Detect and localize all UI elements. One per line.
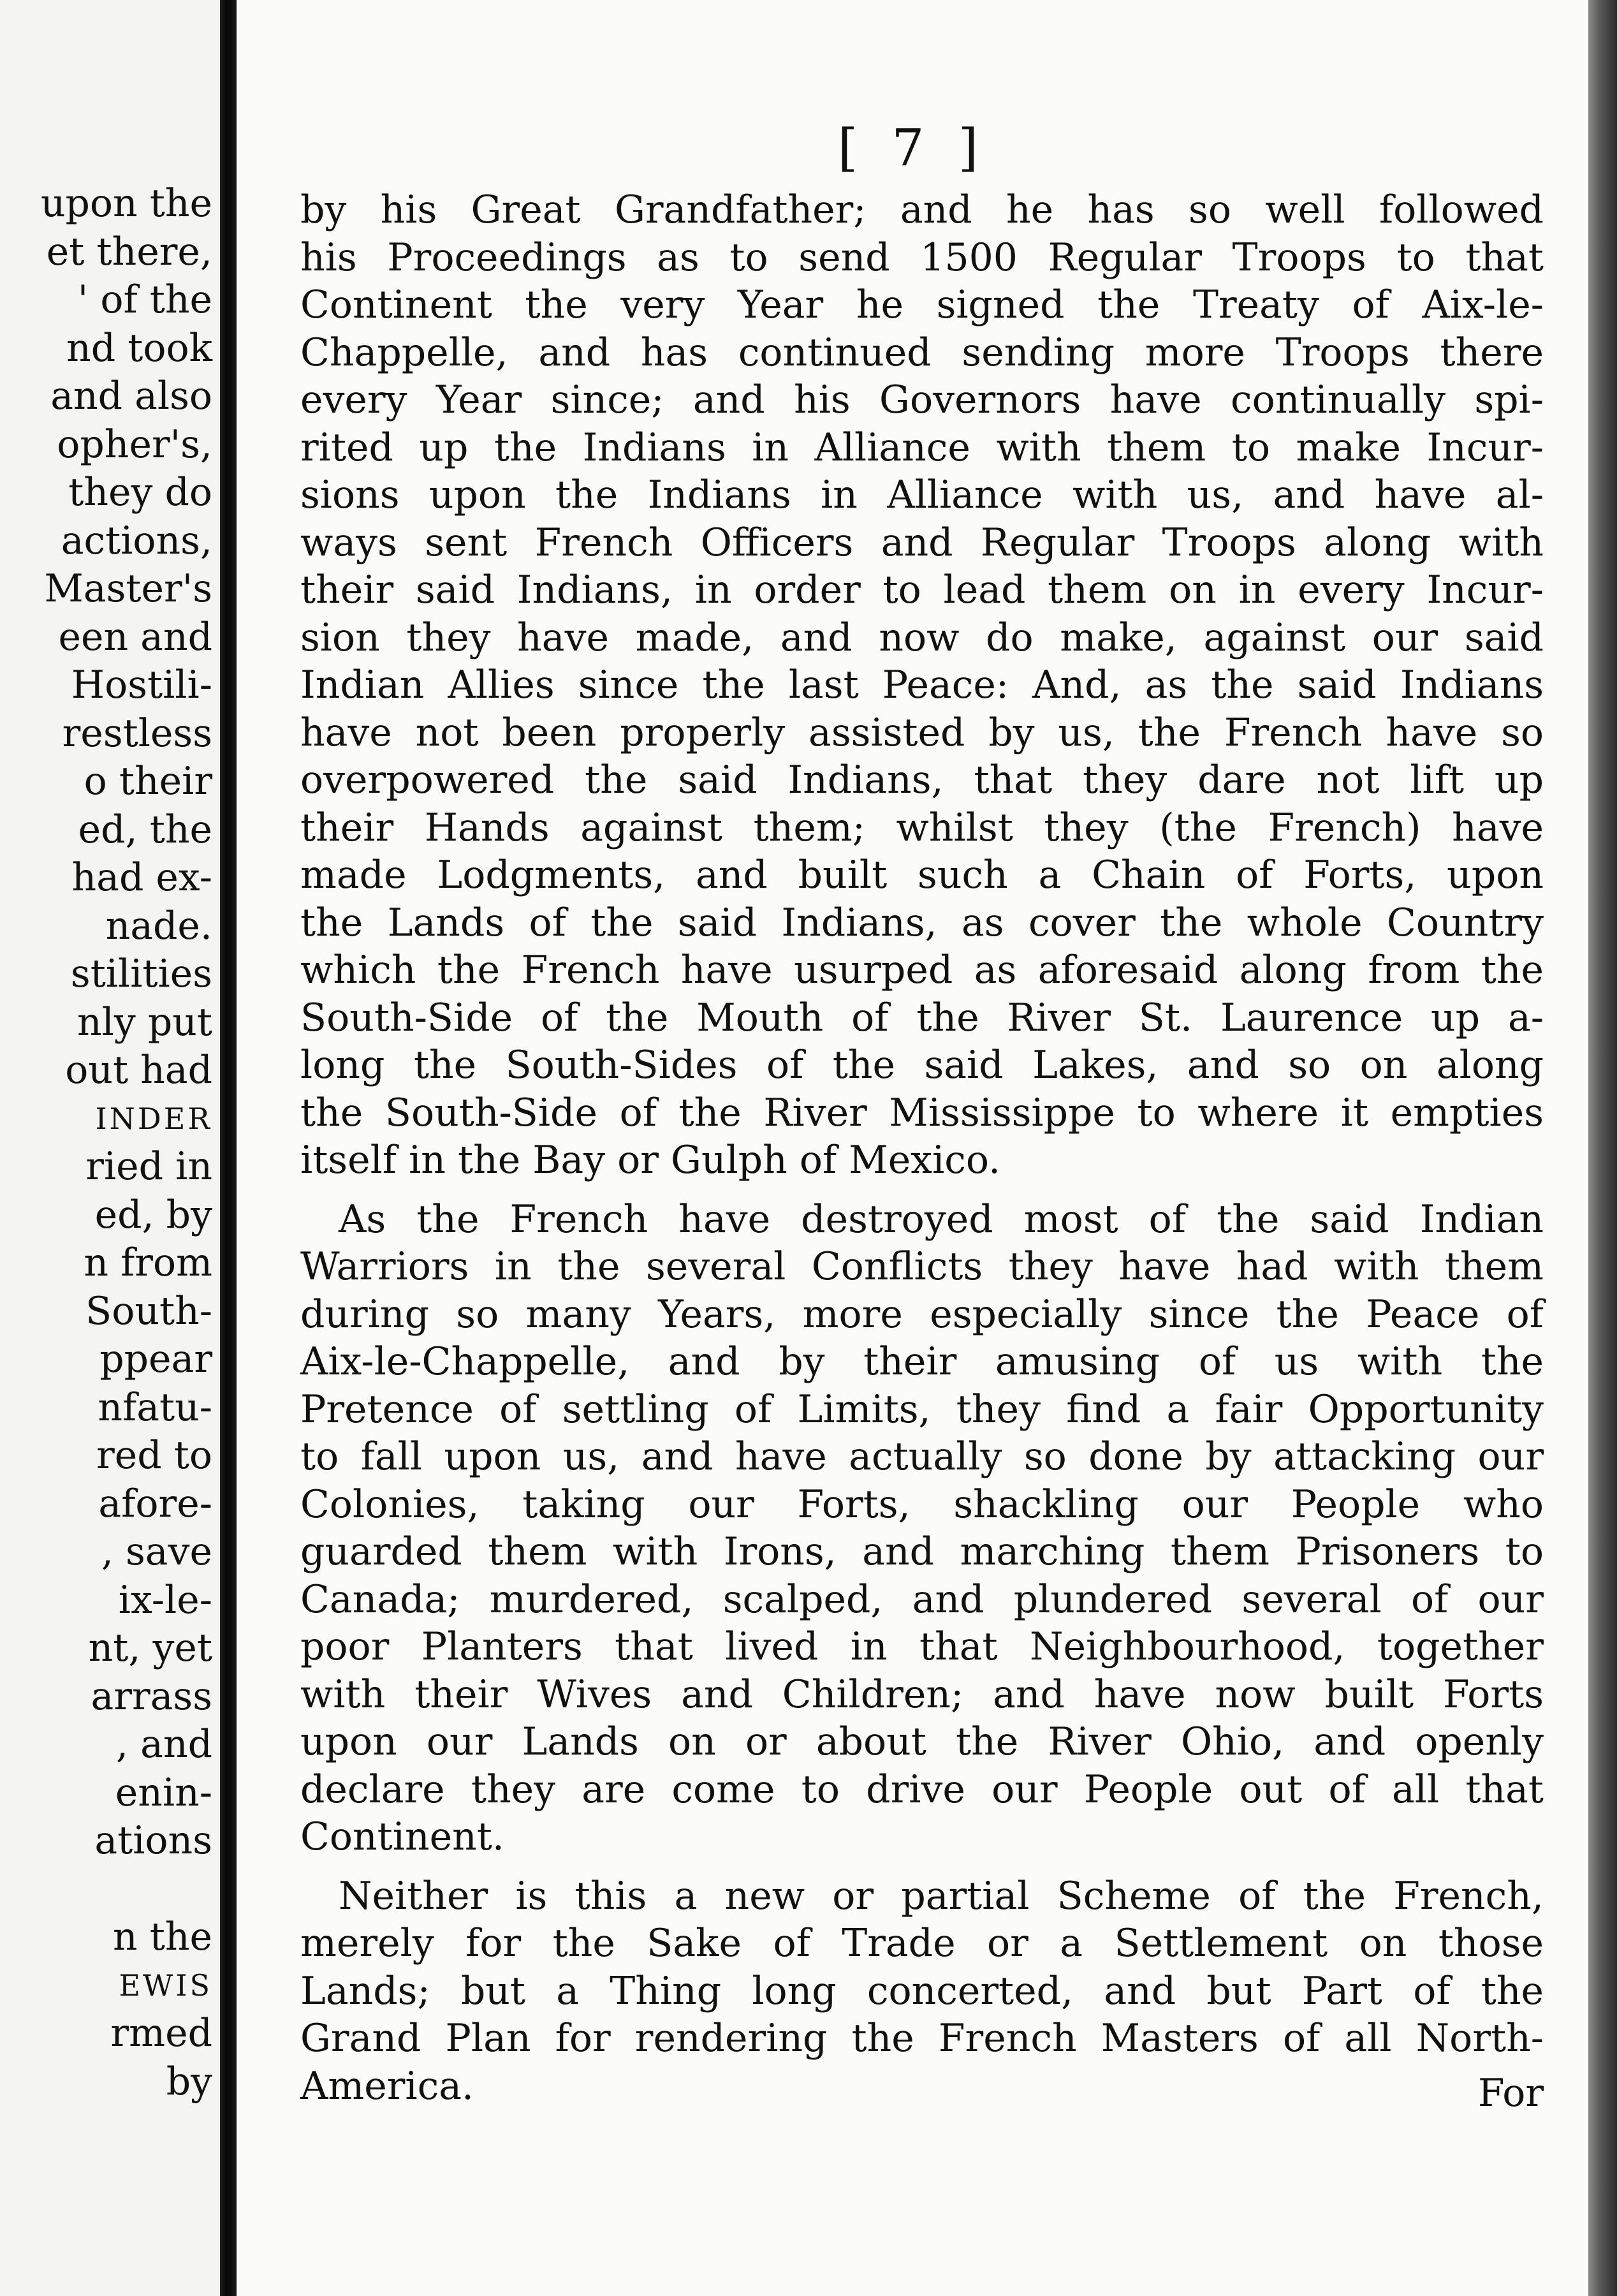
left-page-line: restless: [62, 710, 212, 756]
page-edge-shadow: [1588, 0, 1617, 2296]
left-page-line: ed, by: [94, 1192, 212, 1237]
left-page-fragment: [0, 0, 220, 2296]
body-text-line: itself in the Bay or Gulph of Mexico.: [300, 1138, 1001, 1182]
left-page-line: een and: [58, 614, 212, 659]
page-number: [ 7 ]: [837, 118, 988, 177]
body-text-line: their said Indians, in order to lead them on in every Incur-: [300, 568, 1544, 612]
left-page-line: EWIS: [119, 1968, 212, 2003]
left-page-line: ed, the: [78, 807, 212, 852]
body-text-line: during so many Years, more especially since the Peace of: [300, 1292, 1544, 1337]
left-page-line: ried in: [85, 1144, 212, 1189]
left-page-line: and also: [50, 374, 212, 418]
body-text-line: upon our Lands on or about the River Ohio, and openly: [300, 1719, 1544, 1764]
left-page-line: nd took: [66, 325, 212, 371]
body-text-line: America.: [300, 2063, 474, 2108]
body-text-line: ways sent French Officers and Regular Troops along with: [300, 520, 1544, 565]
left-page-line: afore-: [98, 1481, 212, 1526]
left-page-line: stilities: [70, 952, 212, 996]
body-text-line: the Lands of the said Indians, as cover the whole Country: [300, 900, 1544, 945]
left-page-line: rmed: [110, 2011, 212, 2056]
left-page-line: by: [166, 2059, 212, 2104]
left-page-line: upon the: [40, 181, 212, 226]
body-text-line: his Proceedings as to send 1500 Regular Troops to that: [300, 235, 1544, 280]
body-text-line: the South-Side of the River Mississippe to where it empties: [300, 1090, 1544, 1135]
left-page-line: o their: [84, 759, 212, 804]
left-page-line: nade.: [105, 903, 212, 948]
body-text-line: sion they have made, and now do make, against our said: [300, 615, 1544, 660]
left-page-line: ppear: [99, 1337, 212, 1381]
left-page-line: n the: [113, 1915, 212, 1959]
body-text-line: sions upon the Indians in Alliance with us, and have al-: [300, 473, 1544, 517]
body-text-line: Continent the very Year he signed the Treaty of Aix-le-: [300, 283, 1544, 327]
left-page-line: et there,: [46, 229, 212, 274]
body-text-line: to fall upon us, and have actually so done by attacking our: [300, 1434, 1544, 1479]
left-page-line: ix-le-: [118, 1577, 212, 1623]
left-page-line: nfatu-: [98, 1385, 212, 1430]
left-page-line: they do: [68, 470, 212, 515]
body-text-line: Canada; murdered, scalped, and plundered several of our: [300, 1577, 1544, 1622]
left-page-line: arrass: [91, 1674, 212, 1719]
body-text-line: with their Wives and Children; and have now built Forts: [300, 1672, 1544, 1717]
body-text-line: have not been properly assisted by us, the French have so: [300, 710, 1544, 755]
body-text-line: Indian Allies since the last Peace: And, as the said Indians: [300, 663, 1544, 707]
left-page-line: ' of the: [77, 277, 212, 322]
right-page: [237, 0, 1588, 2296]
body-text-line: made Lodgments, and built such a Chain of Forts, upon: [300, 853, 1544, 897]
body-text-line: overpowered the said Indians, that they dare not lift up: [300, 758, 1544, 802]
book-gutter: [220, 0, 237, 2296]
left-page-line: actions,: [61, 518, 212, 563]
left-page-line: had ex-: [71, 855, 212, 900]
body-text-line: Aix-le-Chappelle, and by their amusing of us with the: [300, 1339, 1544, 1384]
left-page-line: , and: [116, 1722, 212, 1767]
body-text-line: Continent.: [300, 1814, 504, 1859]
body-text-line: Warriors in the several Conflicts they have had with them: [300, 1244, 1544, 1289]
body-text-line: which the French have usurped as aforesaid along from the: [300, 948, 1544, 992]
body-text-line: merely for the Sake of Trade or a Settlement on those: [300, 1921, 1544, 1966]
body-text-line: As the French have destroyed most of the said Indian: [339, 1196, 1544, 1242]
left-page-line: n from: [84, 1240, 212, 1285]
left-page-line: red to: [96, 1433, 212, 1478]
body-text-line: Colonies, taking our Forts, shackling our People who: [300, 1482, 1544, 1527]
body-text-line: every Year since; and his Governors have continually spi-: [300, 378, 1544, 422]
left-page-line: ations: [94, 1818, 212, 1863]
body-text-line: their Hands against them; whilst they (the French) have: [300, 805, 1544, 850]
body-text-line: long the South-Sides of the said Lakes, and so on along: [300, 1043, 1544, 1087]
body-text-line: poor Planters that lived in that Neighbourhood, together: [300, 1624, 1544, 1669]
left-page-line: out had: [65, 1048, 212, 1093]
left-page-line: INDER: [95, 1101, 212, 1136]
body-text-line: declare they are come to drive our People out of all that: [300, 1767, 1544, 1812]
body-text-line: Pretence of settling of Limits, they find a fair Opportunity: [300, 1387, 1544, 1432]
left-page-line: opher's,: [57, 422, 212, 467]
left-page-line: Master's: [44, 566, 212, 611]
body-text-line: Neither is this a new or partial Scheme of the French,: [339, 1873, 1544, 1918]
left-page-line: enin-: [115, 1770, 212, 1815]
body-text-line: Lands; but a Thing long concerted, and but Part of the: [300, 1968, 1544, 2013]
left-page-line: Hostili-: [71, 663, 212, 707]
body-text-line: South-Side of the Mouth of the River St. Laurence up a-: [300, 995, 1544, 1040]
page-body-text: [237, 0, 1588, 2296]
catchword: For: [1477, 2071, 1544, 2116]
body-text-line: guarded them with Irons, and marching them Prisoners to: [300, 1529, 1544, 1574]
body-text-line: Chappelle, and has continued sending more Troops there: [300, 330, 1544, 375]
left-page-line: nly put: [77, 999, 212, 1045]
body-text-line: rited up the Indians in Alliance with them to make Incur-: [300, 425, 1544, 470]
left-page-line: South-: [85, 1288, 212, 1334]
left-page-line: nt, yet: [88, 1626, 212, 1670]
left-page-line: , save: [101, 1529, 212, 1574]
body-text-line: Grand Plan for rendering the French Masters of all North-: [300, 2016, 1544, 2061]
body-text-line: by his Great Grandfather; and he has so well followed: [300, 188, 1544, 232]
